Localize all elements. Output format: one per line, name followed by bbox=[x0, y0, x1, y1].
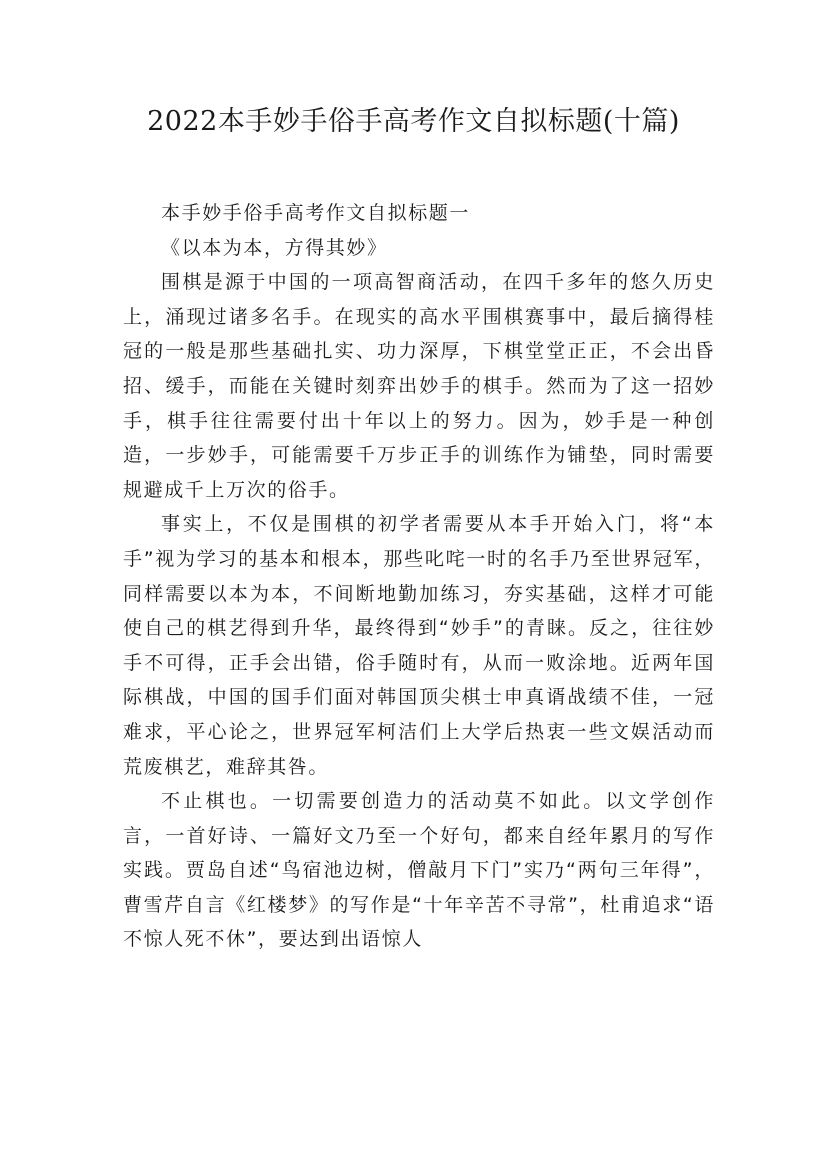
essay-series-heading: 本手妙手俗手高考作文自拟标题一 bbox=[161, 202, 471, 224]
essay-title: 《以本为本，方得其妙》 bbox=[161, 236, 388, 259]
document-title: 2022本手妙手俗手高考作文自拟标题(十篇) bbox=[147, 106, 680, 137]
document-body bbox=[123, 196, 715, 957]
paragraph: 事实上，不仅是围棋的初学者需要从本手开始入门，将“本手”视为学习的基本和根本，那些叱咤一时的名手乃至世界冠军，同样需要以本为本，不间断地勤加练习，夯实基础，这样才可能使自己的棋艺得到升华，最终得到“妙手”的青睐。反之，往往妙手不可得，正手会出错，俗手随时有，从而一败涂地。近两年国际棋战，中国的国手们面对韩国顶尖棋士申真谞战绩不佳，一冠难求，平心论之，世界冠军柯洁们上大学后热衷一些文娱活动而荒废棋艺，难辞其咎。 bbox=[123, 513, 715, 778]
paragraph: 围棋是源于中国的一项高智商活动，在四千多年的悠久历史上，涌现过诸多名手。在现实的高水平围棋赛事中，最后摘得桂冠的一般是那些基础扎实、功力深厚，下棋堂堂正正，不会出昏招、缓手，而能在关键时刻弈出妙手的棋手。然而为了这一招妙手，棋手往往需要付出十年以上的努力。因为，妙手是一种创造，一步妙手，可能需要千万步正手的训练作为铺垫，同时需要规避成千上万次的俗手。 bbox=[123, 271, 715, 501]
paragraph: 不止棋也。一切需要创造力的活动莫不如此。以文学创作言，一首好诗、一篇好文乃至一个好句，都来自经年累月的写作实践。贾岛自述“鸟宿池边树，僧敲月下门”实乃“两句三年得”，曹雪芹自言《红楼梦》的写作是“十年辛苦不寻常”，杜甫追求“语不惊人死不休”，要达到出语惊人 bbox=[123, 790, 715, 951]
